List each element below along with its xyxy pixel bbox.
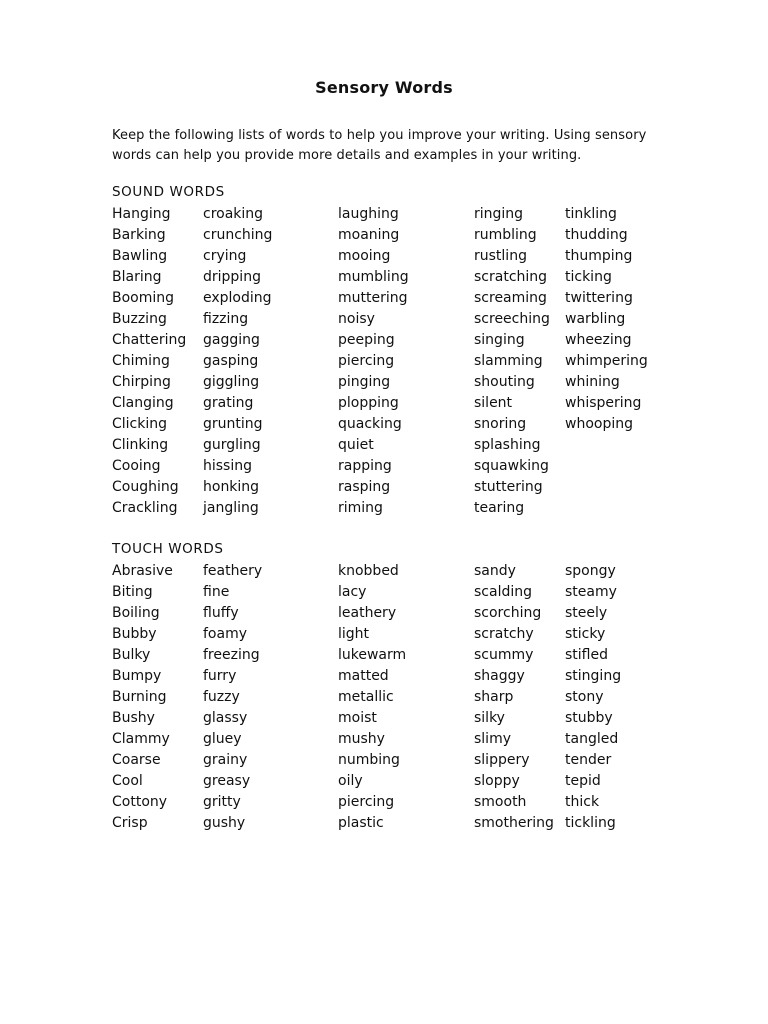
- intro-paragraph: Keep the following lists of words to help you improve your writing. Using sensory words can help you provide more details and examples in your writing.: [112, 128, 647, 163]
- word-item: [565, 498, 675, 519]
- word-item: freezing: [203, 647, 260, 663]
- word-item: Clinking: [112, 437, 169, 453]
- word-item: Cooing: [112, 458, 161, 474]
- word-item: gushy: [203, 815, 246, 831]
- word-item: Boiling: [112, 605, 160, 621]
- word-item: thumping: [565, 248, 633, 264]
- word-item: stuttering: [474, 479, 543, 495]
- word-item: Cottony: [112, 794, 168, 810]
- word-item: rapping: [338, 458, 392, 474]
- word-item: Blaring: [112, 269, 162, 285]
- word-item: tender: [565, 752, 612, 768]
- word-item: Crisp: [112, 815, 148, 831]
- word-item: silky: [474, 710, 505, 726]
- word-item: crying: [203, 248, 247, 264]
- word-item: sharp: [474, 689, 514, 705]
- word-item: peeping: [338, 332, 395, 348]
- word-item: whimpering: [565, 353, 648, 369]
- word-item: fine: [203, 584, 230, 600]
- word-item: hissing: [203, 458, 252, 474]
- word-item: jangling: [203, 500, 259, 516]
- word-item: Chiming: [112, 353, 170, 369]
- word-item: greasy: [203, 773, 251, 789]
- word-item: sandy: [474, 563, 516, 579]
- word-item: moaning: [338, 227, 400, 243]
- word-item: gasping: [203, 353, 259, 369]
- word-item: Clicking: [112, 416, 168, 432]
- word-item: ticking: [565, 269, 612, 285]
- word-item: sticky: [565, 626, 606, 642]
- word-item: [565, 456, 675, 477]
- word-item: fluffy: [203, 605, 239, 621]
- word-item: mumbling: [338, 269, 409, 285]
- word-item: Coarse: [112, 752, 161, 768]
- word-item: slimy: [474, 731, 511, 747]
- word-item: squawking: [474, 458, 549, 474]
- word-item: whooping: [565, 416, 633, 432]
- word-item: slamming: [474, 353, 543, 369]
- word-item: Buzzing: [112, 311, 167, 327]
- word-item: scratching: [474, 269, 548, 285]
- word-item: exploding: [203, 290, 272, 306]
- word-item: wheezing: [565, 332, 632, 348]
- word-item: Coughing: [112, 479, 179, 495]
- word-item: fuzzy: [203, 689, 240, 705]
- word-item: rustling: [474, 248, 527, 264]
- word-item: screeching: [474, 311, 550, 327]
- word-item: slippery: [474, 752, 530, 768]
- word-item: thick: [565, 794, 600, 810]
- word-item: spongy: [565, 563, 616, 579]
- word-item: croaking: [203, 206, 264, 222]
- word-item: scalding: [474, 584, 532, 600]
- word-item: mooing: [338, 248, 391, 264]
- page-title: Sensory Words: [315, 78, 453, 97]
- word-item: Booming: [112, 290, 175, 306]
- word-item: warbling: [565, 311, 626, 327]
- word-item: stony: [565, 689, 604, 705]
- word-item: [565, 477, 675, 498]
- word-item: steamy: [565, 584, 617, 600]
- word-item: twittering: [565, 290, 633, 306]
- word-item: [565, 435, 675, 456]
- word-item: Bulky: [112, 647, 151, 663]
- word-item: thudding: [565, 227, 628, 243]
- word-item: lacy: [338, 584, 367, 600]
- word-item: ringing: [474, 206, 524, 222]
- word-item: dripping: [203, 269, 261, 285]
- word-item: knobbed: [338, 563, 399, 579]
- word-item: splashing: [474, 437, 541, 453]
- word-item: numbing: [338, 752, 400, 768]
- word-item: Cool: [112, 773, 143, 789]
- word-item: foamy: [203, 626, 247, 642]
- word-item: oily: [338, 773, 363, 789]
- word-item: Chirping: [112, 374, 171, 390]
- word-item: grunting: [203, 416, 263, 432]
- word-item: tepid: [565, 773, 601, 789]
- word-item: furry: [203, 668, 237, 684]
- word-item: honking: [203, 479, 260, 495]
- word-item: feathery: [203, 563, 263, 579]
- word-item: leathery: [338, 605, 397, 621]
- word-item: stinging: [565, 668, 622, 684]
- word-item: gurgling: [203, 437, 261, 453]
- word-item: Bumpy: [112, 668, 162, 684]
- word-item: smooth: [474, 794, 527, 810]
- word-item: whining: [565, 374, 620, 390]
- word-item: sloppy: [474, 773, 520, 789]
- word-item: shaggy: [474, 668, 525, 684]
- word-item: scratchy: [474, 626, 534, 642]
- word-item: stubby: [565, 710, 613, 726]
- sound-words-list: [112, 204, 675, 519]
- word-item: scorching: [474, 605, 542, 621]
- word-item: quacking: [338, 416, 402, 432]
- word-item: light: [338, 626, 370, 642]
- word-item: Hanging: [112, 206, 171, 222]
- word-item: quiet: [338, 437, 374, 453]
- word-item: gritty: [203, 794, 241, 810]
- word-item: gagging: [203, 332, 260, 348]
- word-item: noisy: [338, 311, 375, 327]
- word-item: rumbling: [474, 227, 537, 243]
- word-item: singing: [474, 332, 525, 348]
- word-item: Burning: [112, 689, 167, 705]
- word-item: Biting: [112, 584, 153, 600]
- sound-words-heading: SOUND WORDS: [112, 184, 225, 200]
- word-item: pinging: [338, 374, 391, 390]
- word-item: silent: [474, 395, 513, 411]
- word-item: Bushy: [112, 710, 155, 726]
- word-item: tearing: [474, 500, 525, 516]
- word-item: gluey: [203, 731, 242, 747]
- word-item: crunching: [203, 227, 273, 243]
- word-item: tinkling: [565, 206, 617, 222]
- word-item: Clanging: [112, 395, 174, 411]
- word-item: giggling: [203, 374, 260, 390]
- word-item: tickling: [565, 815, 616, 831]
- word-item: grainy: [203, 752, 248, 768]
- word-item: lukewarm: [338, 647, 407, 663]
- word-item: grating: [203, 395, 254, 411]
- word-item: smothering: [474, 815, 554, 831]
- word-item: mushy: [338, 731, 385, 747]
- word-item: muttering: [338, 290, 408, 306]
- word-item: tangled: [565, 731, 619, 747]
- word-item: metallic: [338, 689, 394, 705]
- word-item: plopping: [338, 395, 399, 411]
- word-item: Chattering: [112, 332, 187, 348]
- word-item: glassy: [203, 710, 248, 726]
- word-item: shouting: [474, 374, 535, 390]
- touch-words-list: [112, 561, 675, 834]
- word-item: moist: [338, 710, 377, 726]
- word-item: piercing: [338, 794, 395, 810]
- touch-words-heading: TOUCH WORDS: [112, 541, 224, 557]
- word-item: stifled: [565, 647, 608, 663]
- word-item: Abrasive: [112, 563, 173, 579]
- word-item: scummy: [474, 647, 534, 663]
- word-item: whispering: [565, 395, 642, 411]
- word-item: Clammy: [112, 731, 170, 747]
- word-item: rasping: [338, 479, 391, 495]
- word-item: Bawling: [112, 248, 168, 264]
- word-item: screaming: [474, 290, 547, 306]
- word-item: piercing: [338, 353, 395, 369]
- word-item: snoring: [474, 416, 527, 432]
- word-item: matted: [338, 668, 389, 684]
- word-item: laughing: [338, 206, 399, 222]
- word-item: fizzing: [203, 311, 249, 327]
- word-item: Crackling: [112, 500, 178, 516]
- word-item: steely: [565, 605, 608, 621]
- word-item: Bubby: [112, 626, 157, 642]
- word-item: riming: [338, 500, 383, 516]
- word-item: plastic: [338, 815, 384, 831]
- word-item: Barking: [112, 227, 166, 243]
